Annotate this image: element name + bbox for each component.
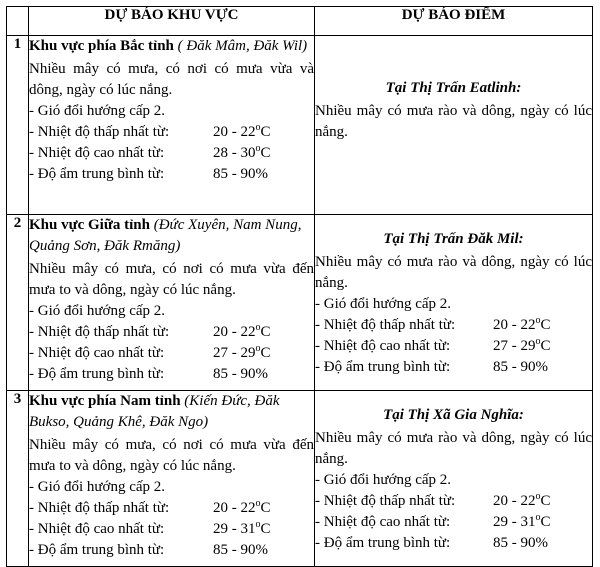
max-temp-line bbox=[29, 343, 314, 364]
humidity-label: - Độ ẩm trung bình từ: bbox=[29, 366, 165, 382]
humidity-value: 85 - 90% bbox=[213, 542, 268, 558]
humidity-line bbox=[315, 357, 592, 378]
area-title-line bbox=[29, 391, 314, 433]
humidity-label: - Độ ẩm trung bình từ: bbox=[315, 359, 451, 375]
min-temp-value: 20 - 22$^o$C bbox=[493, 491, 551, 509]
max-temp-label: - Nhiệt độ cao nhất từ: bbox=[29, 145, 165, 161]
max-temp-label: - Nhiệt độ cao nhất từ: bbox=[315, 514, 451, 530]
humidity-label: - Độ ẩm trung bình từ: bbox=[315, 535, 451, 551]
max-temp-line bbox=[315, 512, 592, 533]
header-row bbox=[7, 7, 593, 36]
row-number: 2 bbox=[7, 215, 29, 391]
row-number: 1 bbox=[7, 36, 29, 215]
max-temp-value: 29 - 31$^o$C bbox=[213, 519, 271, 537]
blank-header-cell bbox=[7, 7, 29, 36]
max-temp-label: - Nhiệt độ cao nhất từ: bbox=[315, 338, 451, 354]
min-temp-value: 20 - 22$^o$C bbox=[213, 122, 271, 140]
min-temp-label: - Nhiệt độ thấp nhất từ: bbox=[315, 317, 456, 333]
max-temp-label: - Nhiệt độ cao nhất từ: bbox=[29, 521, 165, 537]
humidity-value: 85 - 90% bbox=[493, 359, 548, 375]
max-temp-value: 28 - 30$^o$C bbox=[213, 143, 271, 161]
humidity-label: - Độ ẩm trung bình từ: bbox=[29, 542, 165, 558]
min-temp-line bbox=[29, 498, 314, 519]
point-forecast-cell bbox=[315, 36, 593, 215]
area-forecast-cell bbox=[29, 36, 315, 215]
point-forecast-header: DỰ BÁO ĐIỂM bbox=[315, 7, 593, 36]
point-description: Nhiều mây có mưa rào và dông, ngày có lúc nắng. bbox=[315, 430, 592, 467]
area-title-line bbox=[29, 215, 314, 257]
area-places: (Kiến Đức, Đăk Bukso, Quảng Khê, Đăk Ngo) bbox=[29, 393, 280, 430]
max-temp-line bbox=[29, 143, 314, 164]
min-temp-label: - Nhiệt độ thấp nhất từ: bbox=[29, 124, 170, 140]
row-number: 3 bbox=[7, 391, 29, 567]
max-temp-value: 27 - 29$^o$C bbox=[213, 343, 271, 361]
humidity-line bbox=[29, 540, 314, 561]
wind-line: - Gió đổi hướng cấp 2. bbox=[29, 479, 166, 495]
min-temp-line bbox=[315, 491, 592, 512]
wind-line: - Gió đổi hướng cấp 2. bbox=[29, 303, 166, 319]
min-temp-line bbox=[315, 315, 592, 336]
table-row bbox=[7, 391, 593, 567]
area-forecast-header: DỰ BÁO KHU VỰC bbox=[29, 7, 315, 36]
humidity-value: 85 - 90% bbox=[213, 166, 268, 182]
table-row bbox=[7, 215, 593, 391]
min-temp-label: - Nhiệt độ thấp nhất từ: bbox=[29, 324, 170, 340]
humidity-label: - Độ ẩm trung bình từ: bbox=[29, 166, 165, 182]
min-temp-label: - Nhiệt độ thấp nhất từ: bbox=[29, 500, 170, 516]
area-title: Khu vực Giữa tỉnh bbox=[29, 217, 150, 233]
max-temp-value: 27 - 29$^o$C bbox=[493, 336, 551, 354]
min-temp-line bbox=[29, 322, 314, 343]
humidity-line bbox=[315, 533, 592, 554]
min-temp-label: - Nhiệt độ thấp nhất từ: bbox=[315, 493, 456, 509]
max-temp-value: 29 - 31$^o$C bbox=[493, 512, 551, 530]
wind-line: - Gió đổi hướng cấp 2. bbox=[29, 103, 166, 119]
area-forecast-cell bbox=[29, 391, 315, 567]
max-temp-line bbox=[29, 519, 314, 540]
area-title: Khu vực phía Bắc tỉnh bbox=[29, 38, 174, 54]
table-row bbox=[7, 36, 593, 215]
forecast-table bbox=[6, 6, 593, 567]
point-title: Tại Thị Trấn Eatlinh: bbox=[385, 80, 522, 96]
max-temp-line bbox=[315, 336, 592, 357]
min-temp-line bbox=[29, 122, 314, 143]
area-places: (Đức Xuyên, Nam Nung, Quảng Sơn, Đăk Rmăng) bbox=[29, 217, 302, 254]
point-forecast-cell bbox=[315, 215, 593, 391]
point-forecast-cell bbox=[315, 391, 593, 567]
area-places: ( Đăk Mâm, Đăk Wil) bbox=[173, 38, 308, 54]
area-title-line bbox=[29, 36, 314, 57]
min-temp-value: 20 - 22$^o$C bbox=[213, 322, 271, 340]
wind-line: - Gió đổi hướng cấp 2. bbox=[315, 472, 452, 488]
point-description: Nhiều mây có mưa rào và dông, ngày có lúc nắng. bbox=[315, 254, 592, 291]
humidity-value: 85 - 90% bbox=[493, 535, 548, 551]
area-title: Khu vực phía Nam tỉnh bbox=[29, 393, 181, 409]
point-title: Tại Thị Xã Gia Nghĩa: bbox=[383, 407, 524, 423]
area-forecast-cell bbox=[29, 215, 315, 391]
min-temp-value: 20 - 22$^o$C bbox=[213, 498, 271, 516]
area-description: Nhiều mây có mưa, có nơi có mưa vừa và dông, ngày có lúc nắng. bbox=[29, 61, 314, 98]
area-description: Nhiều mây có mưa, có nơi có mưa vừa đến mưa to và dông, ngày có lúc nắng. bbox=[29, 261, 314, 298]
max-temp-label: - Nhiệt độ cao nhất từ: bbox=[29, 345, 165, 361]
humidity-line bbox=[29, 164, 314, 185]
humidity-value: 85 - 90% bbox=[213, 366, 268, 382]
humidity-line bbox=[29, 364, 314, 385]
point-title: Tại Thị Trấn Đăk Mil: bbox=[383, 231, 524, 247]
wind-line: - Gió đổi hướng cấp 2. bbox=[315, 296, 452, 312]
area-description: Nhiều mây có mưa, có nơi có mưa vừa đến mưa to và dông, ngày có lúc nắng. bbox=[29, 437, 314, 474]
min-temp-value: 20 - 22$^o$C bbox=[493, 315, 551, 333]
point-description: Nhiều mây có mưa rào và dông, ngày có lúc nắng. bbox=[315, 103, 592, 140]
